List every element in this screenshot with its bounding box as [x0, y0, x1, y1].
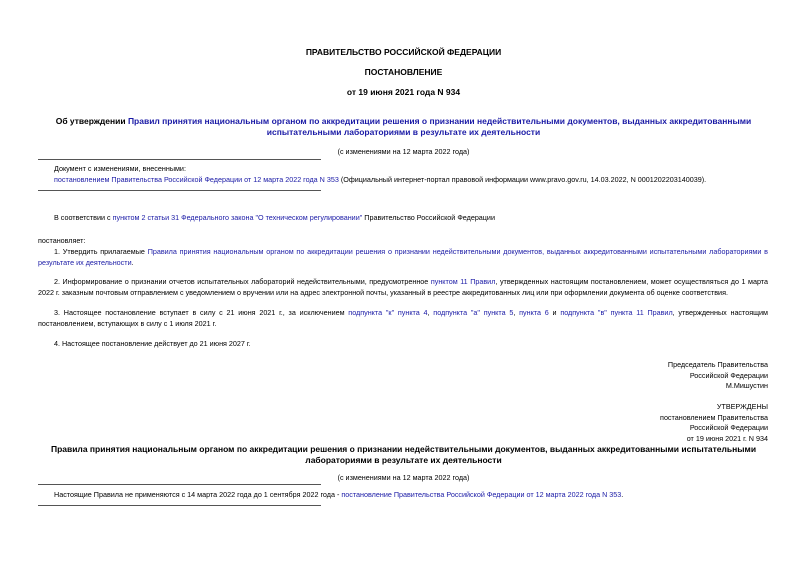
item-3	[38, 308, 768, 329]
approval-by: постановлением Правительства	[660, 412, 768, 422]
amend-decree-link[interactable]: постановлением Правительства Российской Федерации от 12 марта 2022 года N 353	[54, 174, 339, 184]
amend-box-bottom-rule	[38, 190, 321, 191]
amend-box-source	[54, 175, 768, 186]
approval-block	[660, 402, 768, 444]
preamble-pre: В соответствии с	[54, 213, 113, 222]
item-3-post: , утвержденных настоящим постановлением, вступающих в силу с 1 июля 2021 г.	[38, 308, 768, 328]
rules-title	[0, 444, 807, 466]
item-1-post: .	[131, 257, 134, 267]
approval-date: от 19 июня 2021 г. N 934	[686, 433, 768, 443]
signature-block	[668, 360, 768, 392]
item-1-rules-link[interactable]: Правила принятия национальным органом по аккредитации решения о признании недействительными документов, выданных аккредитованными испытательными лабораториями в результате их деятельности	[38, 247, 768, 267]
amend-box	[54, 164, 768, 185]
changes-note: (с изменениями на 12 марта 2022 года)	[337, 147, 470, 156]
item-3-sep-1: ,	[427, 308, 434, 317]
item-3-link-4k[interactable]: подпункта "к" пункта 4	[348, 308, 428, 317]
signature-name: М.Мишустин	[725, 381, 768, 390]
federal-law-link[interactable]: пунктом 2 статьи 31 Федерального закона "О техническом регулировании"	[112, 213, 363, 222]
item-2-rule11-link[interactable]: пунктом 11 Правил	[430, 277, 496, 286]
amend-box-top-rule	[38, 159, 321, 160]
item-3-sep-2: ,	[513, 308, 520, 317]
amend-box-intro: Документ с изменениями, внесенными:	[54, 164, 186, 173]
rules-changes-note: (с изменениями на 12 марта 2022 года)	[337, 473, 470, 482]
rules-note-top-rule	[38, 484, 321, 485]
approval-country: Российской Федерации	[689, 423, 768, 432]
rules-note-decree-link[interactable]: постановление Правительства Российской Федерации от 12 марта 2022 года N 353	[341, 490, 622, 499]
preamble-paragraph	[54, 213, 768, 224]
item-3-pre: 3. Настоящее постановление вступает в силу с 21 июня 2021 г., за исключением	[54, 308, 349, 317]
rules-note-pre: Настоящие Правила не применяются с 14 марта 2022 года до 1 сентября 2022 года -	[54, 490, 342, 499]
item-2-post: , утвержденных настоящим постановлением, может осуществляться до 1 марта 2022 г. заказным почтовым отправлением с уведомлением о вручении или на адрес электронной почты, указанный в реестре аккредитованных лиц или при оформлении документа об оценке соответствия.	[38, 277, 769, 297]
item-3-sep-3: и	[548, 308, 561, 317]
item-3-link-11v[interactable]: подпункта "в" пункта 11 Правил	[560, 308, 673, 317]
rules-title-line-2: лабораториями в результате их деятельности	[305, 455, 502, 465]
decree-word: постановляет:	[38, 236, 86, 245]
preamble-post: Правительство Российской Федерации	[362, 213, 495, 222]
document-title	[0, 116, 807, 138]
rules-note-post: .	[621, 490, 624, 499]
amend-box-tail: (Официальный интернет-портал правовой информации www.pravo.gov.ru, 14.03.2022, N 0001202203140039).	[338, 174, 707, 184]
item-2-pre: 2. Информирование о признании отчетов испытательных лабораторий недействительными, предусмотренное	[54, 277, 431, 286]
government-header: ПРАВИТЕЛЬСТВО РОССИЙСКОЙ ФЕДЕРАЦИИ	[305, 47, 502, 57]
item-1	[38, 247, 768, 268]
item-3-link-6[interactable]: пункта 6	[519, 308, 549, 317]
signature-title: Председатель Правительства	[667, 360, 768, 369]
item-4: 4. Настоящее постановление действует до 21 июня 2027 г.	[54, 339, 251, 348]
item-3-link-5a[interactable]: подпункта "а" пункта 5	[433, 308, 514, 317]
rules-title-line-1: Правила принятия национальным органом по аккредитации решения о признании недействительными документов, выданных аккредитованными испытательными	[50, 444, 757, 454]
item-2	[38, 277, 768, 298]
approval-word: УТВЕРЖДЕНЫ	[716, 402, 768, 411]
document-type: ПОСТАНОВЛЕНИЕ	[364, 67, 443, 77]
title-rules-link-continued[interactable]: испытательными лабораториями в результате их деятельности	[266, 127, 541, 137]
title-rules-link[interactable]: Правил принятия национальным органом по аккредитации решения о признании недействительными документов, выданных аккредитованными	[127, 116, 752, 126]
rules-note-bottom-rule	[38, 505, 321, 506]
document-date-number: от 19 июня 2021 года N 934	[346, 87, 461, 97]
signature-country: Российской Федерации	[689, 370, 768, 380]
item-1-pre: 1. Утвердить прилагаемые	[54, 247, 148, 256]
rules-note	[54, 490, 768, 501]
title-prefix: Об утверждении	[55, 116, 128, 126]
